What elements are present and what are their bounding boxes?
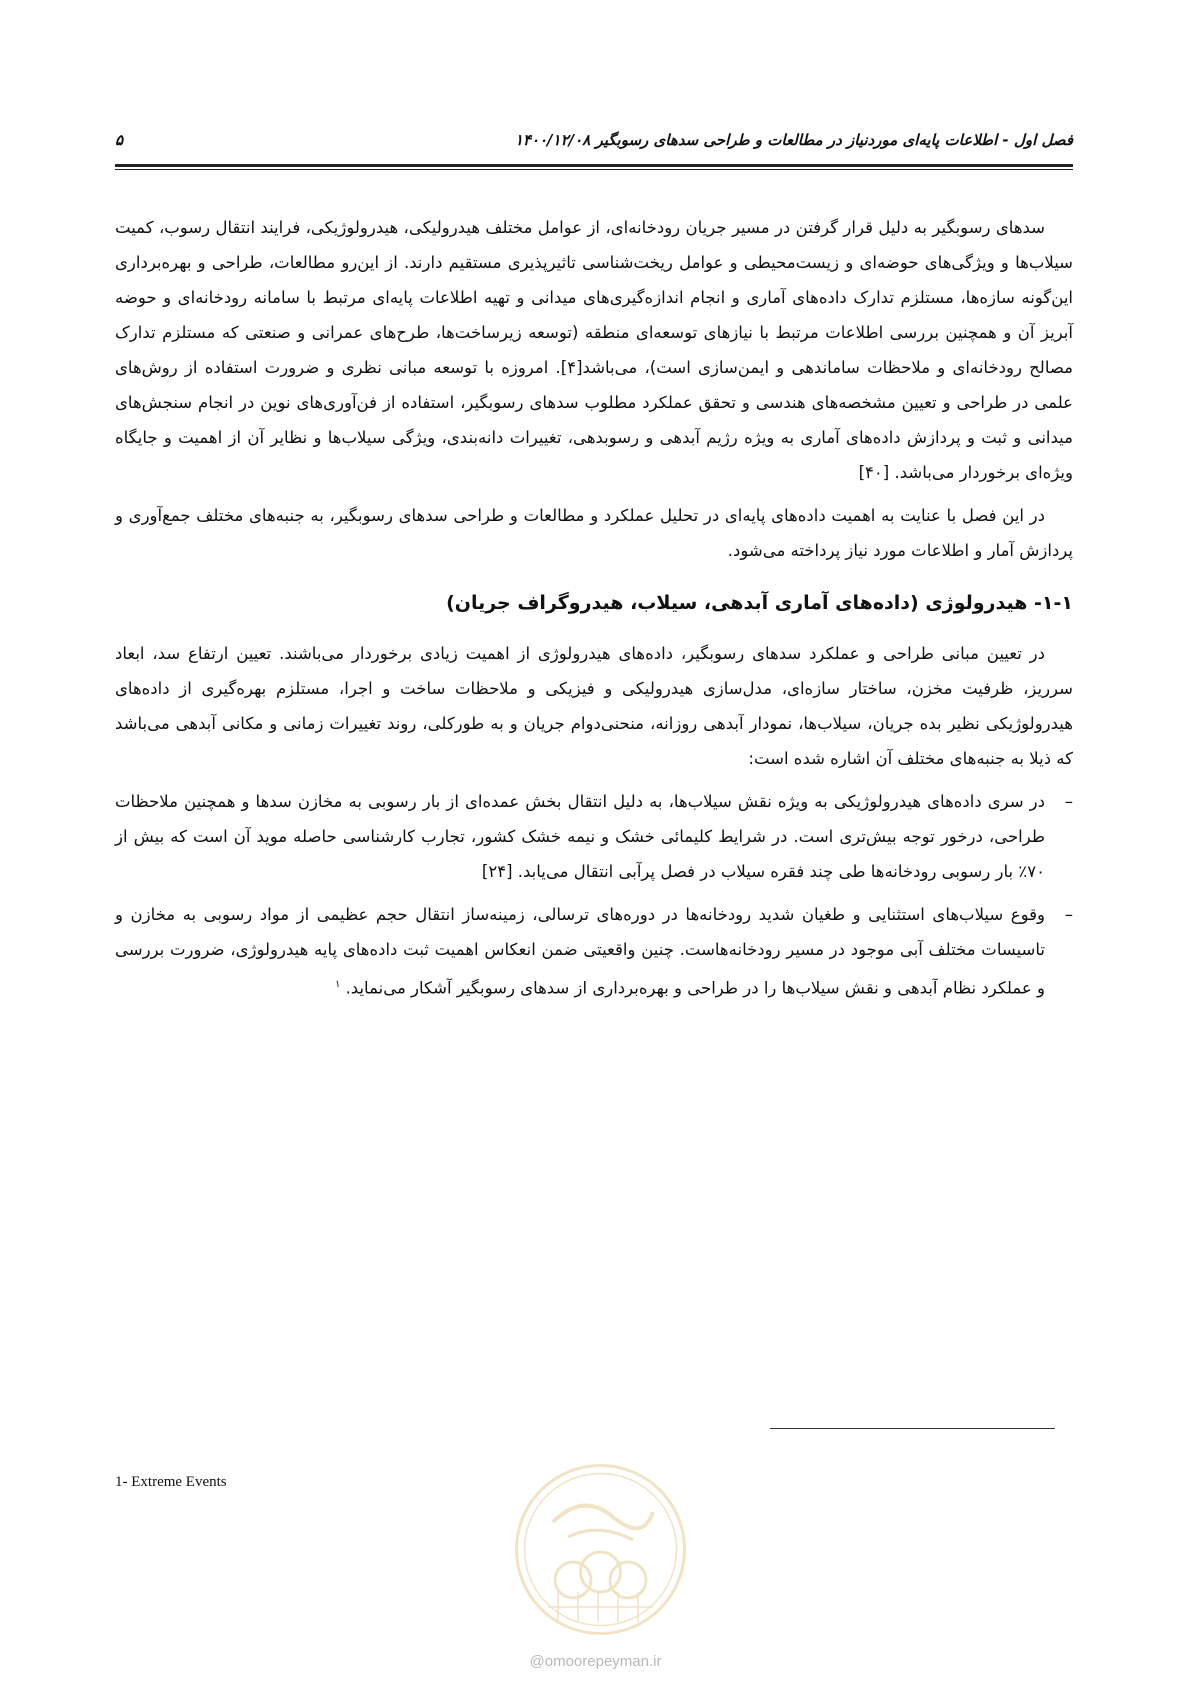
- bullet-list: [115, 784, 1073, 1006]
- watermark-text: @omoorepeyman.ir: [529, 1653, 662, 1670]
- header-title: فصل اول - اطلاعات پایه‌ای موردنیاز در مطالعات و طراحی سدهای رسوبگیر ۱۴۰۰/۱۲/۰۸: [514, 131, 1073, 149]
- footnote-marker: ۱: [334, 979, 341, 990]
- bullet-dash: –: [1064, 905, 1073, 924]
- intro-paragraph-1: سدهای رسوبگیر به دلیل قرار گرفتن در مسیر جریان رودخانه‌ای، از عوامل مختلف هیدرولیکی، هیدرولوژیکی، فرایند انتقال رسوب، کمیت سیلاب‌ها و ویژگی‌های حوضه‌ای و زیست‌محیطی و عوامل ریخت‌شناسی تاثیرپذیری مستقیم دارند. از این‌رو مطالعات، طراحی و بهره‌برداری این‌گونه سازه‌ها، مستلزم تدارک داده‌های آماری و انجام اندازه‌گیری‌های میدانی و تهیه اطلاعات پایه‌ای مرتبط با سامانه رودخانه‌ای و حوضه آبریز آن و همچنین بررسی اطلاعات مرتبط با نیازهای توسعه‌ای منطقه (توسعه زیرساخت‌ها، طرح‌های عمرانی و صنعتی که مستلزم تدارک مصالح رودخانه‌ای و ملاحظات ساماندهی و ایمن‌سازی است)، می‌باشد[۴]. امروزه با توسعه مبانی نظری و ضرورت استفاده از روش‌های علمی در طراحی و تعیین مشخصه‌های هندسی و تحقق عملکرد مطلوب سدهای رسوبگیر، استفاده از فن‌آوری‌های نوین در انجام سنجش‌های میدانی و ثبت و پردازش داده‌های آماری به ویژه رژیم آبدهی و رسوبدهی، تغییرات دانه‌بندی، ویژگی سیلاب‌ها و نظایر آن از اهمیت و جایگاه ویژه‌ای برخوردار می‌باشد. [۴۰]: [115, 218, 1073, 482]
- footnote-rule: [770, 1428, 1055, 1429]
- list-item: [115, 784, 1073, 889]
- running-header: [115, 131, 1073, 155]
- list-item: [115, 897, 1073, 1006]
- intro-paragraph-2: در این فصل با عنایت به اهمیت داده‌های پایه‌ای در تحلیل عملکرد و مطالعات و طراحی سدهای رسوبگیر، به جنبه‌های مختلف جمع‌آوری و پردازش آمار و اطلاعات مورد نیاز پرداخته می‌شود.: [115, 506, 1073, 560]
- header-rule-thick: [115, 164, 1073, 167]
- logo-watermark-icon: [513, 1462, 688, 1637]
- footnote: 1- Extreme Events: [115, 1474, 227, 1490]
- header-rule-thin: [115, 169, 1073, 170]
- bullet-text-1: در سری داده‌های هیدرولوژیکی به ویژه نقش سیلاب‌ها، به دلیل انتقال بخش عمده‌ای از بار رسوبی به مخازن سدها و همچنین ملاحظات طراحی، درخور توجه بیش‌تری است. در شرایط کلیمائی خشک و نیمه خشک کشور، تجارب کارشناسی حاصله موید آن است که بیش از ۷۰٪ بار رسوبی رودخانه‌ها طی چند فقره سیلاب در فصل پرآبی انتقال می‌یابد. [۲۴]: [115, 792, 1045, 881]
- section-paragraph-1: در تعیین مبانی طراحی و عملکرد سدهای رسوبگیر، داده‌های هیدرولوژی از اهمیت زیادی برخوردار می‌باشند. تعیین ارتفاع سد، ابعاد سرریز، ظرفیت مخزن، ساختار سازه‌ای، مدل‌سازی هیدرولیکی و فیزیکی و ملاحظات ساخت و اجرا، مستلزم بهره‌گیری از داده‌های هیدرولوژیکی نظیر بده جریان، سیلاب‌ها، نمودار آبدهی روزانه، منحنی‌دوام جریان و به طورکلی، روند تغییرات زمانی و مکانی آبدهی می‌باشد که ذیلا به جنبه‌های مختلف آن اشاره شده است:: [115, 644, 1073, 768]
- body-text: [115, 210, 1073, 1014]
- section-heading: ۱-۱- هیدرولوژی (داده‌های آماری آبدهی، سیلاب، هیدروگراف جریان): [446, 592, 1073, 614]
- bullet-dash: –: [1064, 792, 1073, 811]
- page-number: ۵: [115, 131, 124, 149]
- bullet-text-2: وقوع سیلاب‌های استثنایی و طغیان شدید رودخانه‌ها در دوره‌های ترسالی، زمینه‌ساز انتقال حجم عظیمی از مواد رسوبی به مخازن و تاسیسات مختلف آبی موجود در مسیر رودخانه‌هاست. چنین واقعیتی ضمن انعکاس اهمیت ثبت داده‌های پایه هیدرولوژی، ضرورت بررسی و عملکرد نظام آبدهی و نقش سیلاب‌ها را در طراحی و بهره‌برداری از سدهای رسوبگیر آشکار می‌نماید.: [115, 905, 1045, 998]
